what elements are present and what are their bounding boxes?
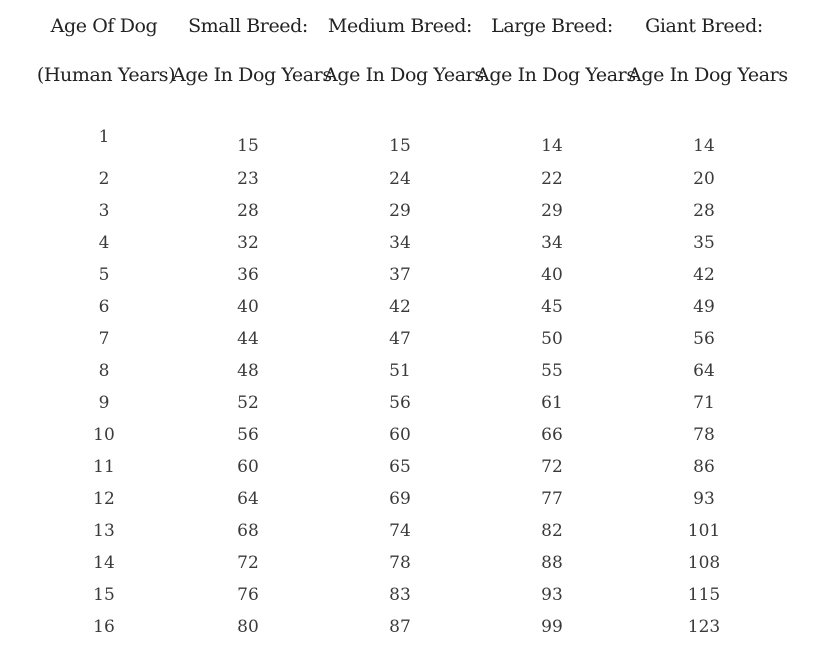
table-cell-medium-breed: 69 (389, 489, 411, 509)
subheader-medium-dog-years: Age In Dog Years (324, 64, 484, 86)
table-cell-medium-breed: 65 (389, 457, 411, 477)
table-cell-small-breed: 44 (237, 329, 259, 349)
header-small-breed: Small Breed: (188, 15, 308, 37)
header-large-breed: Large Breed: (491, 15, 613, 37)
table-cell-giant-breed: 101 (687, 521, 721, 541)
table-cell-giant-breed: 56 (693, 329, 715, 349)
table-cell-giant-breed: 93 (693, 489, 715, 509)
table-cell-human-years: 16 (93, 617, 115, 637)
table-cell-giant-breed: 42 (693, 265, 715, 285)
table-cell-giant-breed: 20 (693, 169, 715, 189)
table-cell-large-breed: 50 (541, 329, 563, 349)
table-cell-giant-breed: 64 (693, 361, 715, 381)
table-cell-small-breed: 68 (237, 521, 259, 541)
table-cell-giant-breed: 71 (693, 393, 715, 413)
table-cell-medium-breed: 83 (389, 585, 411, 605)
table-cell-medium-breed: 51 (389, 361, 411, 381)
table-cell-large-breed: 22 (541, 169, 563, 189)
table-cell-human-years: 10 (93, 425, 115, 445)
table-cell-human-years: 15 (93, 585, 115, 605)
table-cell-human-years: 9 (98, 393, 110, 413)
table-cell-human-years: 5 (98, 265, 110, 285)
table-cell-human-years: 12 (93, 489, 115, 509)
table-cell-small-breed: 48 (237, 361, 259, 381)
table-cell-giant-breed: 49 (693, 297, 715, 317)
table-cell-human-years: 8 (98, 361, 110, 381)
header-giant-breed: Giant Breed: (645, 15, 763, 37)
table-cell-small-breed: 80 (237, 617, 259, 637)
table-cell-human-years: 13 (93, 521, 115, 541)
table-cell-medium-breed: 24 (389, 169, 411, 189)
table-cell-human-years: 6 (98, 297, 110, 317)
table-cell-giant-breed: 78 (693, 425, 715, 445)
table-cell-medium-breed: 78 (389, 553, 411, 573)
table-cell-human-years: 1 (98, 127, 110, 147)
table-cell-large-breed: 88 (541, 553, 563, 573)
table-cell-giant-breed: 115 (687, 585, 721, 605)
subheader-small-dog-years: Age In Dog Years (172, 64, 332, 86)
table-cell-medium-breed: 42 (389, 297, 411, 317)
header-medium-breed: Medium Breed: (327, 15, 473, 37)
subheader-large-dog-years: Age In Dog Years (476, 64, 636, 86)
table-cell-giant-breed: 35 (693, 233, 715, 253)
table-cell-small-breed: 56 (237, 425, 259, 445)
table-cell-large-breed: 45 (541, 297, 563, 317)
table-cell-medium-breed: 37 (389, 265, 411, 285)
table-cell-giant-breed: 14 (693, 136, 715, 156)
table-cell-human-years: 14 (93, 553, 115, 573)
table-cell-human-years: 4 (98, 233, 110, 253)
table-cell-small-breed: 40 (237, 297, 259, 317)
table-cell-large-breed: 55 (541, 361, 563, 381)
table-cell-giant-breed: 28 (693, 201, 715, 221)
table-cell-small-breed: 64 (237, 489, 259, 509)
table-cell-small-breed: 23 (237, 169, 259, 189)
table-cell-small-breed: 72 (237, 553, 259, 573)
table-cell-large-breed: 34 (541, 233, 563, 253)
table-cell-large-breed: 66 (541, 425, 563, 445)
table-cell-medium-breed: 47 (389, 329, 411, 349)
table-cell-giant-breed: 108 (687, 553, 721, 573)
table-cell-small-breed: 60 (237, 457, 259, 477)
table-cell-giant-breed: 123 (687, 617, 721, 637)
table-cell-medium-breed: 15 (389, 136, 411, 156)
table-cell-large-breed: 93 (541, 585, 563, 605)
subheader-giant-dog-years: Age In Dog Years (628, 64, 788, 86)
table-cell-large-breed: 82 (541, 521, 563, 541)
table-cell-human-years: 11 (93, 457, 115, 477)
table-cell-large-breed: 40 (541, 265, 563, 285)
table-cell-human-years: 7 (98, 329, 110, 349)
table-cell-giant-breed: 86 (693, 457, 715, 477)
table-cell-medium-breed: 29 (389, 201, 411, 221)
table-cell-small-breed: 36 (237, 265, 259, 285)
table-cell-medium-breed: 34 (389, 233, 411, 253)
table-cell-small-breed: 52 (237, 393, 259, 413)
table-cell-large-breed: 77 (541, 489, 563, 509)
table-cell-medium-breed: 60 (389, 425, 411, 445)
table-cell-small-breed: 32 (237, 233, 259, 253)
table-cell-human-years: 2 (98, 169, 110, 189)
table-cell-small-breed: 15 (237, 136, 259, 156)
table-cell-large-breed: 29 (541, 201, 563, 221)
table-cell-large-breed: 14 (541, 136, 563, 156)
table-cell-human-years: 3 (98, 201, 110, 221)
table-cell-medium-breed: 87 (389, 617, 411, 637)
table-cell-large-breed: 99 (541, 617, 563, 637)
table-cell-small-breed: 76 (237, 585, 259, 605)
subheader-human-years: (Human Years) (36, 64, 176, 86)
table-cell-large-breed: 61 (541, 393, 563, 413)
table-cell-medium-breed: 74 (389, 521, 411, 541)
table-cell-medium-breed: 56 (389, 393, 411, 413)
table-cell-small-breed: 28 (237, 201, 259, 221)
table-cell-large-breed: 72 (541, 457, 563, 477)
header-age-of-dog: Age Of Dog (50, 15, 158, 37)
